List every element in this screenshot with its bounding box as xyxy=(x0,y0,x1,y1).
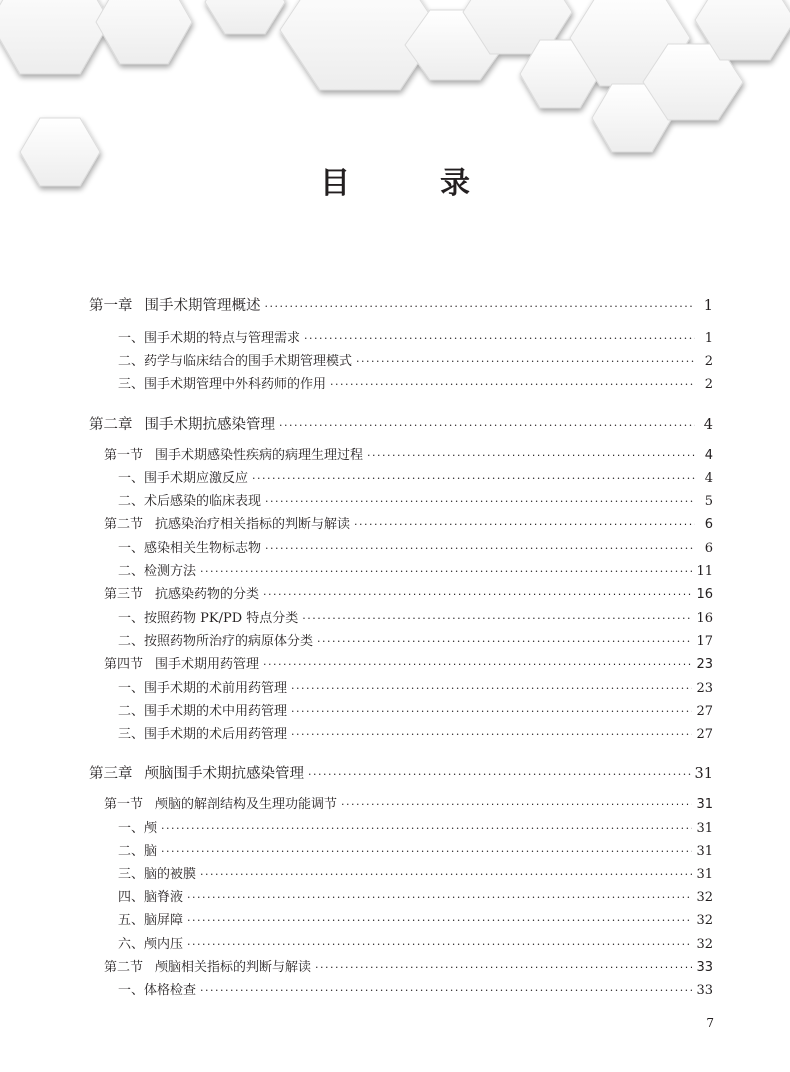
toc-entry-item xyxy=(118,560,713,579)
page-title: 目 录 xyxy=(320,166,500,201)
hexagon-shape xyxy=(205,0,285,34)
toc-entry-item xyxy=(118,607,713,626)
dot-leader xyxy=(187,914,692,927)
toc-entry-page: 32 xyxy=(696,937,713,952)
toc-entry-label: 颅脑围手术期抗感染管理 xyxy=(144,766,304,782)
toc-entry-label: 围手术期感染性疾病的病理生理过程 xyxy=(155,448,364,463)
toc-entry-page: 1 xyxy=(703,298,713,314)
dot-leader xyxy=(291,705,692,718)
dot-leader xyxy=(187,938,692,951)
hexagon-shape xyxy=(0,0,110,74)
toc-entry-page: 2 xyxy=(704,377,713,392)
toc-entry-label: 三、围手术期管理中外科药师的作用 xyxy=(118,377,327,392)
toc-entry-page: 33 xyxy=(696,983,713,998)
toc-entry-item xyxy=(118,723,713,742)
toc-entry-page: 31 xyxy=(696,844,713,859)
dot-leader xyxy=(291,682,692,695)
dot-leader xyxy=(265,300,696,313)
toc-entry-label: 一、按照药物 PK/PD 特点分类 xyxy=(118,611,299,626)
toc-entry-label: 围手术期管理概述 xyxy=(144,298,261,314)
toc-entry-label: 二、围手术期的术中用药管理 xyxy=(118,704,288,719)
toc-entry-chapter xyxy=(89,294,713,315)
toc-entry-page: 6 xyxy=(704,517,713,532)
dot-leader xyxy=(315,961,692,974)
dot-leader xyxy=(317,635,692,648)
dot-leader xyxy=(252,472,695,485)
toc-entry-label: 二、脑 xyxy=(118,844,158,859)
dot-leader xyxy=(304,332,695,345)
toc-entry-page: 23 xyxy=(696,657,713,672)
dot-leader xyxy=(200,984,692,997)
toc-entry-item xyxy=(118,467,713,486)
toc-entry-section xyxy=(104,583,713,602)
dot-leader xyxy=(265,542,695,555)
toc-entry-item xyxy=(118,886,713,905)
toc-entry-page: 27 xyxy=(696,704,713,719)
dot-leader xyxy=(291,728,692,741)
toc-entry-number: 第三章 xyxy=(89,766,133,782)
dot-leader xyxy=(263,658,692,671)
toc-entry-label: 二、药学与临床结合的围手术期管理模式 xyxy=(118,354,353,369)
toc-entry-label: 四、脑脊液 xyxy=(118,890,184,905)
toc-entry-page: 4 xyxy=(704,471,713,486)
toc-entry-label: 一、围手术期的术前用药管理 xyxy=(118,681,288,696)
toc-entry-item xyxy=(118,979,713,998)
toc-entry-page: 5 xyxy=(704,494,713,509)
toc-entry-page: 17 xyxy=(696,634,713,649)
dot-leader xyxy=(308,768,691,781)
toc-entry-number: 第二节 xyxy=(104,517,144,532)
dot-leader xyxy=(341,798,692,811)
toc-entry-section xyxy=(104,956,713,975)
toc-entry-item xyxy=(118,840,713,859)
dot-leader xyxy=(161,845,692,858)
toc-entry-chapter xyxy=(89,413,713,434)
toc-entry-section xyxy=(104,793,713,812)
toc-entry-number: 第一节 xyxy=(104,448,144,463)
toc-entry-label: 抗感染药物的分类 xyxy=(155,587,260,602)
dot-leader xyxy=(200,868,692,881)
toc-entry-page: 31 xyxy=(696,821,713,836)
hexagon-shape xyxy=(96,0,192,64)
toc-entry-number: 第二节 xyxy=(104,960,144,975)
toc-entry-item xyxy=(118,537,713,556)
toc-entry-label: 二、按照药物所治疗的病原体分类 xyxy=(118,634,314,649)
toc-entry-number: 第一节 xyxy=(104,797,144,812)
toc-entry-page: 33 xyxy=(696,960,713,975)
toc-entry-section xyxy=(104,513,713,532)
toc-entry-item xyxy=(118,700,713,719)
toc-entry-page: 32 xyxy=(696,913,713,928)
toc-entry-number: 第三节 xyxy=(104,587,144,602)
toc-entry-label: 围手术期抗感染管理 xyxy=(144,417,275,433)
toc-entry-item xyxy=(118,490,713,509)
toc-entry-label: 三、脑的被膜 xyxy=(118,867,197,882)
toc-entry-page: 11 xyxy=(696,564,713,579)
dot-leader xyxy=(200,565,692,578)
toc-entry-item xyxy=(118,677,713,696)
dot-leader xyxy=(265,495,695,508)
toc-entry-item xyxy=(118,630,713,649)
dot-leader xyxy=(302,612,692,625)
toc-entry-label: 二、术后感染的临床表现 xyxy=(118,494,262,509)
toc-entry-label: 一、体格检查 xyxy=(118,983,197,998)
toc-entry-page: 2 xyxy=(704,354,713,369)
toc-entry-label: 五、脑屏障 xyxy=(118,913,184,928)
toc-entry-number: 第四节 xyxy=(104,657,144,672)
dot-leader xyxy=(356,355,695,368)
toc-entry-page: 32 xyxy=(696,890,713,905)
toc-entry-section xyxy=(104,653,713,672)
toc-entry-page: 6 xyxy=(704,541,713,556)
toc-entry-label: 一、围手术期应激反应 xyxy=(118,471,249,486)
toc-entry-label: 一、颅 xyxy=(118,821,158,836)
toc-entry-section xyxy=(104,444,713,463)
toc-entry-label: 三、围手术期的术后用药管理 xyxy=(118,727,288,742)
toc-entry-item xyxy=(118,863,713,882)
toc-entry-label: 二、检测方法 xyxy=(118,564,197,579)
toc-entry-page: 4 xyxy=(704,448,713,463)
toc-entry-number: 第二章 xyxy=(89,417,133,433)
toc-entry-page: 16 xyxy=(696,611,713,626)
toc-entry-label: 围手术期用药管理 xyxy=(155,657,260,672)
toc-entry-label: 颅脑相关指标的判断与解读 xyxy=(155,960,312,975)
toc-entry-page: 31 xyxy=(696,867,713,882)
toc-entry-chapter xyxy=(89,762,713,783)
toc-entry-page: 31 xyxy=(696,797,713,812)
toc-entry-label: 颅脑的解剖结构及生理功能调节 xyxy=(155,797,338,812)
dot-leader xyxy=(263,588,692,601)
dot-leader xyxy=(279,419,695,432)
page-number: 7 xyxy=(706,1016,714,1030)
dot-leader xyxy=(354,518,695,531)
toc-entry-page: 16 xyxy=(696,587,713,602)
toc-entry-item xyxy=(118,350,713,369)
toc-entry-item xyxy=(118,327,713,346)
toc-entry-page: 1 xyxy=(704,331,713,346)
toc-entry-label: 抗感染治疗相关指标的判断与解读 xyxy=(155,517,351,532)
toc-entry-page: 23 xyxy=(696,681,713,696)
toc-entry-label: 一、感染相关生物标志物 xyxy=(118,541,262,556)
dot-leader xyxy=(367,449,695,462)
toc-entry-item xyxy=(118,933,713,952)
toc-entry-item xyxy=(118,909,713,928)
toc-entry-item xyxy=(118,817,713,836)
dot-leader xyxy=(187,891,692,904)
toc-entry-page: 27 xyxy=(696,727,713,742)
dot-leader xyxy=(161,822,692,835)
toc-entry-page: 4 xyxy=(703,417,713,433)
toc-entry-item xyxy=(118,373,713,392)
toc-entry-number: 第一章 xyxy=(89,298,133,314)
toc-entry-page: 31 xyxy=(694,766,713,782)
toc-entry-label: 六、颅内压 xyxy=(118,937,184,952)
dot-leader xyxy=(330,378,695,391)
toc-entry-label: 一、围手术期的特点与管理需求 xyxy=(118,331,301,346)
